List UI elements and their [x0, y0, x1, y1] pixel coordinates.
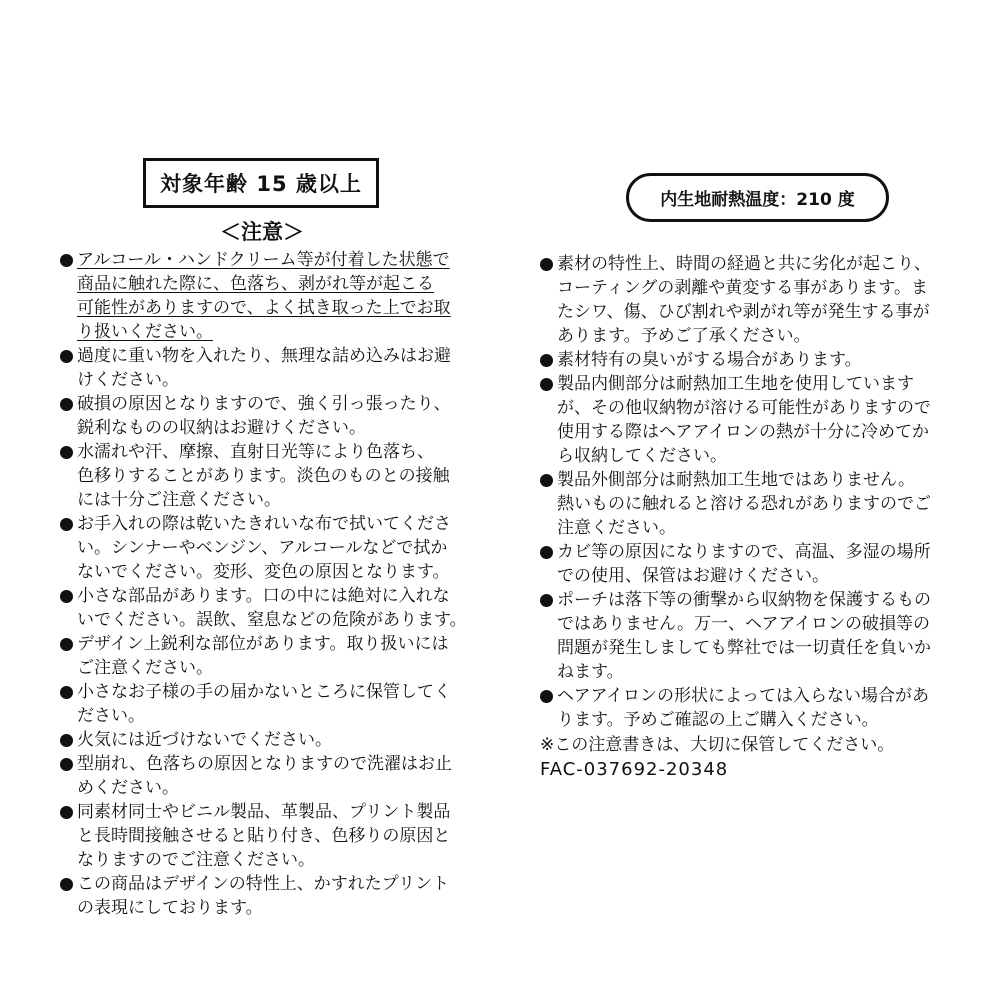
caution-text: 過度に重い物を入れたり、無理な詰め込みはお避 けください。: [77, 346, 451, 390]
bullet-icon: [540, 474, 553, 487]
caution-item: [60, 392, 500, 440]
caution-text: 素材の特性上、時間の経過と共に劣化が起こり、 コーティングの剥離や黄変する事があります。ま たシワ、傷、ひび割れや剥がれ等が発生する事が あります。予めご了承ください。: [557, 254, 931, 346]
caution-text: この商品はデザインの特性上、かすれたプリント の表現にしております。: [77, 874, 450, 918]
caution-text: カビ等の原因になりますので、高温、多湿の場所 での使用、保管はお避けください。: [557, 542, 931, 586]
caution-heading: ＜注意＞: [220, 220, 304, 244]
caution-item: [540, 588, 970, 684]
bullet-icon: [60, 638, 73, 651]
caution-list-left: [60, 248, 500, 920]
bullet-icon: [60, 686, 73, 699]
caution-text: 小さな部品があります。口の中には絶対に入れな いでください。誤飲、窒息などの危険があります。: [77, 586, 467, 630]
bullet-icon: [60, 590, 73, 603]
caution-item: [60, 512, 500, 584]
caution-text: 火気には近づけないでください。: [77, 730, 332, 750]
product-code: FAC-037692-20348: [540, 759, 729, 780]
bullet-icon: [60, 350, 73, 363]
caution-text: 製品外側部分は耐熱加工生地ではありません。 熱いものに触れると溶ける恐れがありますのでご 注意ください。: [557, 470, 931, 538]
target-age-label: 対象年齢 15 歳以上: [143, 158, 379, 208]
caution-item: [60, 872, 500, 920]
bullet-icon: [60, 878, 73, 891]
bullet-icon: [60, 518, 73, 531]
caution-text: 小さなお子様の手の届かないところに保管してく ださい。: [77, 682, 451, 726]
bullet-icon: [540, 690, 553, 703]
bullet-icon: [60, 398, 73, 411]
caution-text: 製品内側部分は耐熱加工生地を使用しています が、その他収納物が溶ける可能性がありますので 使用する際はヘアアイロンの熱が十分に冷めてか ら収納してください。: [557, 374, 931, 466]
caution-text: お手入れの際は乾いたきれいな布で拭いてくださ い。シンナーやベンジン、アルコールなどで拭か ないでください。変形、変色の原因となります。: [77, 514, 451, 582]
caution-item: [540, 372, 970, 468]
bullet-icon: [540, 594, 553, 607]
bullet-icon: [60, 806, 73, 819]
bullet-icon: [540, 546, 553, 559]
caution-item: [60, 344, 500, 392]
bullet-icon: [60, 734, 73, 747]
heat-resistance-label: 内生地耐熱温度：210 度: [626, 173, 889, 222]
caution-text: 型崩れ、色落ちの原因となりますので洗濯はお止 めください。: [77, 754, 453, 798]
caution-item: [60, 632, 500, 680]
caution-item: [540, 540, 970, 588]
caution-text: 破損の原因となりますので、強く引っ張ったり、 鋭利なものの収納はお避けください。: [77, 394, 451, 438]
bullet-icon: [540, 354, 553, 367]
caution-text: 同素材同士やビニル製品、革製品、プリント製品 と長時間接触させると貼り付き、色移りの原因と なりますのでご注意ください。: [77, 802, 451, 870]
caution-item: [540, 684, 970, 732]
caution-item: [60, 248, 500, 344]
caution-text: ヘアアイロンの形状によっては入らない場合があ ります。予めご確認の上ご購入ください。: [557, 686, 929, 730]
caution-text: ポーチは落下等の衝撃から収納物を保護するもの ではありません。万一、ヘアアイロンの破損等の 問題が発生しましても弊社では一切責任を負いか ねます。: [557, 590, 931, 682]
caution-item: [60, 800, 500, 872]
bullet-icon: [60, 254, 73, 267]
caution-list-right: [540, 252, 970, 732]
caution-item: [60, 728, 500, 752]
bullet-icon: [60, 446, 73, 459]
caution-text: 素材特有の臭いがする場合があります。: [557, 350, 862, 370]
caution-text: デザイン上鋭利な部位があります。取り扱いには ご注意ください。: [77, 634, 449, 678]
caution-item: [60, 440, 500, 512]
bullet-icon: [540, 258, 553, 271]
bullet-icon: [60, 758, 73, 771]
caution-item: [540, 348, 970, 372]
caution-item: [540, 468, 970, 540]
caution-item: [540, 252, 970, 348]
caution-text: アルコール・ハンドクリーム等が付着した状態で 商品に触れた際に、色落ち、剥がれ等が起こる 可能性がありますので、よく拭き取った上でお取 り扱いください。: [77, 250, 451, 342]
caution-item: [60, 680, 500, 728]
caution-text: 水濡れや汗、摩擦、直射日光等により色落ち、 色移りすることがあります。淡色のものとの接触 には十分ご注意ください。: [77, 442, 450, 510]
caution-item: [60, 752, 500, 800]
keep-notice: ※この注意書きは、大切に保管してください。: [540, 735, 895, 755]
caution-item: [60, 584, 500, 632]
bullet-icon: [540, 378, 553, 391]
